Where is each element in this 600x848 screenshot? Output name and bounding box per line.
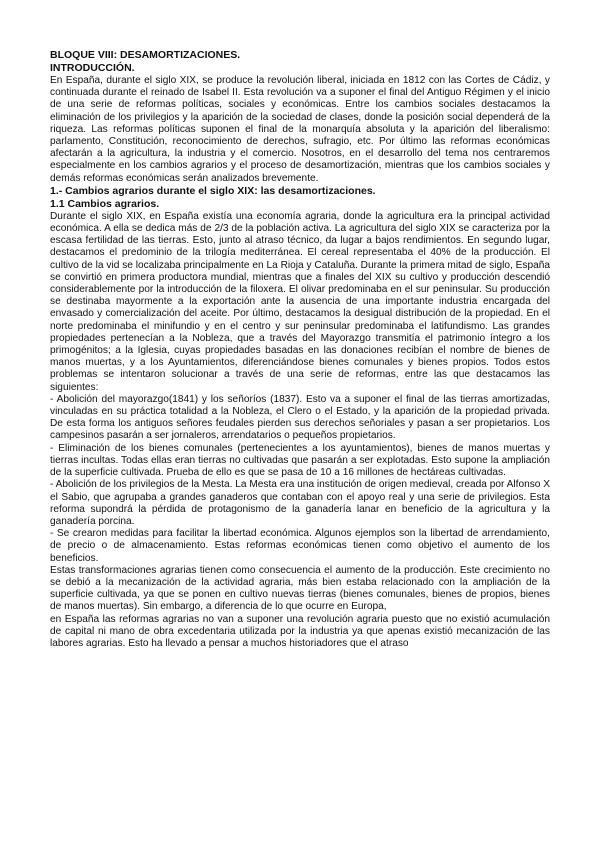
intro-title: INTRODUCCIÓN.	[50, 62, 135, 74]
section-1-1-title: 1.1 Cambios agrarios.	[50, 197, 160, 210]
reform-item-2: - Eliminación de los bienes comunales (pertenecientes a los ayuntamientos), bienes de manos muertas y tierras incultas. Todas ellas eran tierras no cultivadas que pasarán a ser explotadas. Esto supone la ampliación de la superficie cultivada. Prueba de ello es que se pasa de 10 a 16 millones de hectáreas cultivadas.	[50, 442, 550, 479]
intro-paragraph: En España, durante el siglo XIX, se produce la revolución liberal, iniciada en 1812 con las Cortes de Cádiz, y continuada durante el reinado de Isabel II. Esta revolución va a suponer el final del Antiguo Régimen y el inicio de una serie de reformas políticas, sociales y económicas. Entre los cambios sociales destacamos la eliminación de los privilegios y la aparición de la sociedad de clases, donde la posición social dependerá de la riqueza. Las reformas políticas suponen el final de la monarquía absoluta y la aparición del liberalismo: parlamento, Constitución, reconocimiento de derechos, sufragio, etc. Por último las reformas económicas afectarán a la agricultura, la industria y el comercio. Nosotros, en el desarrollo del tema nos centraremos especialmente en los cambios agrarios y el proceso de desamortización, mientras que los cambios sociales y demás reformas económicas serán analizados brevemente.	[50, 75, 550, 184]
closing-paragraph: Estas transformaciones agrarias tienen como consecuencia el aumento de la producción. Este crecimiento no se debió a la mecanización de la actividad agraria, más bien estaba relacionado con la ampliación de la superficie cultivada, ya que se ponen en cultivo nuevas tierras (bienes comunales, bienes de propios, bienes de manos muertas). Sin embargo, a diferencia de lo que ocurre en Europa,	[50, 564, 550, 613]
section-1-title: 1.- Cambios agrarios durante el siglo XIX: las desamortizaciones.	[50, 184, 376, 197]
reform-item-4: - Se crearon medidas para facilitar la libertad económica. Algunos ejemplos son la libertad de arrendamiento, de precio o de almacenamiento. Estas reformas económicas tienen como objetivo el aumento de los beneficios.	[50, 528, 550, 564]
reform-item-3: - Abolición de los privilegios de la Mesta. La Mesta era una institución de origen medieval, creada por Alfonso X el Sabio, que agrupaba a grandes ganaderos que contaban con el apoyo real y una serie de privilegios. Esta reforma supondrá la pérdida de protagonismo de la ganadería lanar en beneficio de la agricultura y la ganadería porcina.	[50, 479, 550, 527]
block-title: BLOQUE VIII: DESAMORTIZACIONES.	[50, 49, 241, 61]
final-paragraph: en España las reformas agrarias no van a suponer una revolución agraria puesto que no existió acumulación de capital ni mano de obra excedentaria utilizada por la industria ya que apenas existió mecanización de las labores agrarias. Esto ha llevado a pensar a muchos historiadores que el atraso	[50, 613, 550, 649]
reform-item-1: - Abolición del mayorazgo(1841) y los señoríos (1837). Esto va a suponer el final de las tierras amortizadas, vinculadas en su práctica totalidad a la Nobleza, el Clero o el Estado, y la aparición de la propiedad privada. De esta forma los antiguos señores feudales pierden sus derechos señoriales y pasan a ser propietarios. Los campesinos pasarán a ser jornaleros, arrendatarios o pequeños propietarios.	[50, 393, 550, 442]
section-1-1-paragraph: Durante el siglo XIX, en España existía una economía agraria, donde la agricultura era la principal actividad económica. A ella se dedica más de 2/3 de la población activa. La agricultura del siglo XIX se caracteriza por la escasa fertilidad de las tierras. Esto, junto al atraso técnico, da lugar a bajos rendimientos. En segundo lugar, destacamos el predominio de la trilogía mediterránea. El cereal representaba el 40% de la producción. El cultivo de la vid se localizaba principalmente en La Rioja y Cataluña. Durante la primera mitad de siglo, España se convirtió en primera productora mundial, mientras que a finales del XIX su cultivo y producción descendió considerablemente por la introducción de la filoxera. El olivar predominaba en el sur peninsular. Su producción se destinaba mayormente a la exportación ante la ausencia de una importante industria encargada del envasado y comercialización del aceite. Por último, destacamos la desigual distribución de la propiedad. En el norte predominaba el minifundio y en el centro y sur peninsular predominaba el latifundismo. Las grandes propiedades pertenecían a la Nobleza, que a través del Mayorazgo transmitía el patrimonio íntegro a los primogénitos; a la Iglesia, cuyas propiedades basadas en las donaciones recibían el nombre de bienes de manos muertas, y a los Ayuntamientos, diferenciándose bienes comunales y bienes propios. Todos estos problemas se intentaron solucionar a través de una serie de reformas, entre las que destacamos las siguientes:	[50, 210, 550, 393]
